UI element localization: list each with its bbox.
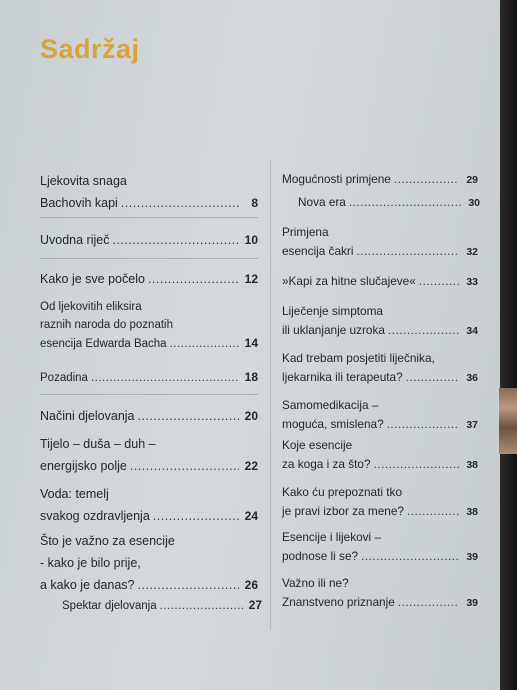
- leader-dots: [374, 455, 459, 474]
- toc-entry[interactable]: [282, 396, 478, 435]
- page-number: 38: [466, 459, 478, 471]
- column-divider: [270, 160, 271, 630]
- page-number: 27: [248, 598, 262, 612]
- page-title: Sadržaj: [40, 34, 140, 64]
- toc-entry[interactable]: [282, 436, 478, 475]
- page-number: 22: [244, 459, 258, 473]
- page-number: 8: [251, 196, 258, 210]
- leader-dots: [407, 502, 459, 521]
- page-number: 12: [244, 272, 258, 286]
- entry-title-line: Voda: temelj: [40, 487, 109, 501]
- entry-title-line: energijsko polje: [40, 459, 127, 473]
- entry-title-line: podnose li se?: [282, 549, 359, 563]
- page-number: 20: [244, 409, 258, 423]
- page-number: 24: [244, 509, 258, 523]
- leader-dots: [121, 192, 239, 214]
- entry-title-line: je pravi izbor za mene?: [282, 504, 404, 518]
- leader-dots: [170, 335, 239, 353]
- entry-title-line: Kad trebam posjetiti liječnika,: [282, 351, 435, 365]
- toc-entry[interactable]: [282, 170, 478, 190]
- entry-title-line: Esencije i lijekovi –: [282, 530, 382, 544]
- leader-dots: [160, 597, 243, 615]
- toc-entry[interactable]: [40, 530, 258, 596]
- page-number: 14: [244, 336, 258, 350]
- toc-entry[interactable]: [40, 433, 258, 477]
- entry-title-line: Ljekovita snaga: [40, 174, 127, 188]
- leader-dots: [138, 405, 239, 427]
- page-number: 18: [244, 370, 258, 384]
- leader-dots: [406, 368, 459, 387]
- entry-title-line: svakog ozdravljenja: [40, 509, 150, 523]
- toc-entry[interactable]: [40, 368, 258, 387]
- toc-entry[interactable]: [282, 349, 478, 388]
- entry-title-line: ljekarnika ili terapeuta?: [282, 370, 403, 384]
- page-number: 39: [466, 551, 478, 563]
- entry-title-line: Spektar djelovanja: [62, 600, 157, 612]
- page-number: 39: [466, 597, 478, 609]
- entry-title-line: Znanstveno priznanje: [282, 595, 395, 609]
- leader-dots: [419, 272, 459, 291]
- entry-title-line: »Kapi za hitne slučajeve«: [282, 274, 416, 288]
- page-number: 32: [466, 246, 478, 258]
- toc-entry[interactable]: [40, 268, 258, 290]
- page-number: 26: [244, 578, 258, 592]
- leader-dots: [130, 455, 239, 477]
- toc-entry[interactable]: [282, 574, 478, 613]
- entry-title-line: ili uklanjanje uzroka: [282, 323, 385, 337]
- entry-title-line: moguća, smislena?: [282, 417, 384, 431]
- entry-title-line: Liječenje simptoma: [282, 304, 383, 318]
- leader-dots: [349, 193, 461, 212]
- entry-title-line: Bachovih kapi: [40, 196, 118, 210]
- entry-title-line: a kako je danas?: [40, 578, 135, 592]
- toc-entry[interactable]: [298, 193, 480, 213]
- entry-title-line: Kako je sve počelo: [40, 272, 145, 286]
- page-number: 38: [466, 506, 478, 518]
- entry-title-line: esencija čakri: [282, 244, 354, 258]
- toc-entry[interactable]: [40, 483, 258, 527]
- leader-dots: [91, 369, 239, 387]
- entry-title-line: Primjena: [282, 225, 329, 239]
- page-number: 30: [468, 197, 480, 209]
- toc-entry[interactable]: [40, 298, 258, 353]
- entry-title-line: Pozadina: [40, 372, 88, 384]
- entry-title-line: Kako ću prepoznati tko: [282, 485, 403, 499]
- entry-title-line: za koga i za što?: [282, 457, 371, 471]
- entry-title-line: esencija Edwarda Bacha: [40, 338, 167, 350]
- toc-entry[interactable]: [62, 596, 262, 615]
- entry-title-line: Mogućnosti primjene: [282, 172, 391, 186]
- toc-entry[interactable]: [40, 170, 258, 214]
- leader-dots: [153, 505, 239, 527]
- page-number: 33: [466, 276, 478, 288]
- entry-title-line: - kako je bilo prije,: [40, 556, 141, 570]
- entry-title-line: Važno ili ne?: [282, 576, 349, 590]
- toc-entry[interactable]: [282, 528, 478, 567]
- entry-title-line: Uvodna riječ: [40, 233, 110, 247]
- page-number: 10: [244, 233, 258, 247]
- entry-title-line: Koje esencije: [282, 438, 353, 452]
- entry-title-line: Tijelo – duša – duh –: [40, 437, 156, 451]
- page-number: 37: [466, 419, 478, 431]
- leader-dots: [361, 547, 459, 566]
- page-number: 29: [466, 174, 478, 186]
- entry-title-line: raznih naroda do poznatih: [40, 319, 173, 331]
- entry-title-line: Samomedikacija –: [282, 398, 379, 412]
- leader-dots: [394, 170, 459, 189]
- leader-dots: [398, 593, 459, 612]
- entry-title-line: Što je važno za esencije: [40, 534, 175, 548]
- entry-title-line: Nova era: [298, 195, 346, 209]
- leader-dots: [148, 268, 239, 290]
- entry-title-line: Načini djelovanja: [40, 409, 135, 423]
- toc-entry[interactable]: [282, 483, 478, 522]
- page-number: 34: [466, 325, 478, 337]
- page-number: 36: [466, 372, 478, 384]
- leader-dots: [388, 321, 459, 340]
- toc-entry[interactable]: [40, 405, 258, 427]
- separator: [40, 394, 258, 395]
- toc-entry[interactable]: [282, 302, 478, 341]
- leader-dots: [387, 415, 459, 434]
- toc-entry[interactable]: [40, 229, 258, 251]
- adjacent-page-photo: [499, 388, 517, 454]
- toc-entry[interactable]: [282, 272, 478, 292]
- entry-title-line: Od ljekovitih eliksira: [40, 301, 142, 313]
- book-spine-shadow: [500, 0, 517, 690]
- leader-dots: [356, 242, 459, 261]
- separator: [40, 217, 258, 218]
- leader-dots: [138, 574, 239, 596]
- separator: [40, 258, 258, 259]
- leader-dots: [112, 229, 239, 251]
- toc-entry[interactable]: [282, 223, 478, 262]
